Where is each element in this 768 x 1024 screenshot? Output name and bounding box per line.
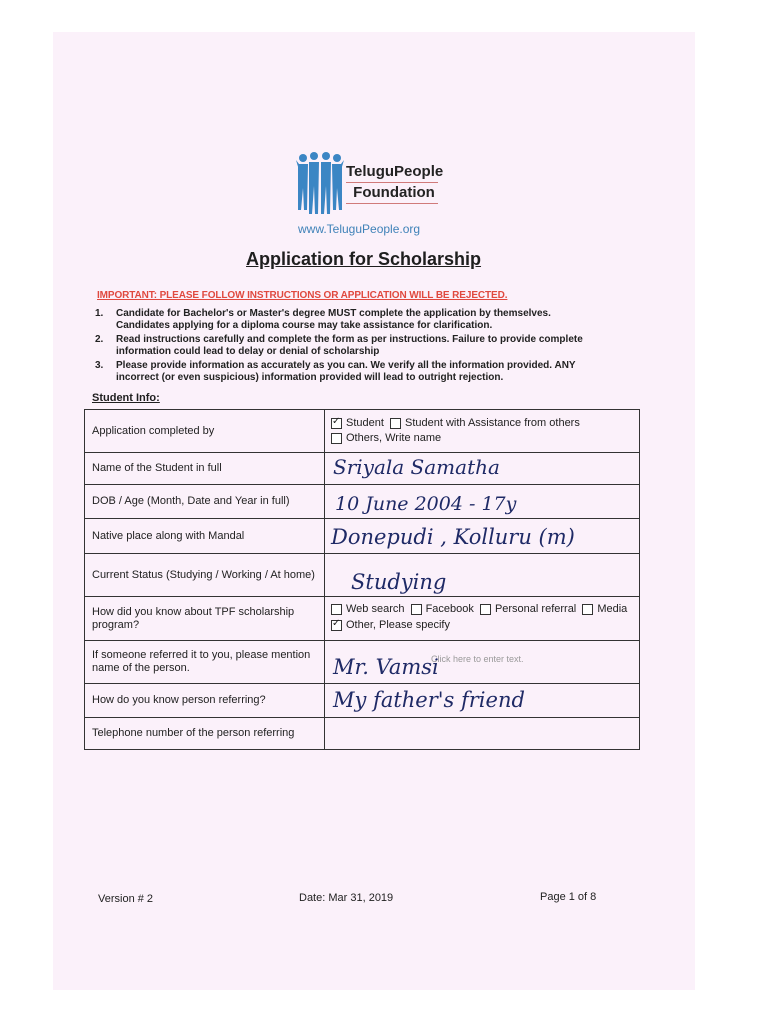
handwritten-status: Studying: [351, 570, 447, 594]
status-field[interactable]: [325, 554, 640, 597]
table-row: [85, 453, 640, 485]
checkbox-icon: [390, 418, 401, 429]
logo-divider: [346, 203, 438, 204]
table-row: [85, 410, 640, 453]
table-row: [85, 718, 640, 750]
instruction-number: 1.: [95, 308, 104, 319]
people-logo-icon: [296, 150, 344, 216]
checked-box-icon: [331, 620, 342, 631]
version-label: Version # 2: [98, 893, 154, 905]
source-options: [325, 597, 640, 641]
table-row: [85, 485, 640, 519]
checkbox-icon: [331, 604, 342, 615]
student-info-table: [84, 409, 640, 750]
instruction-number: 3.: [95, 360, 104, 371]
checked-box-icon: [331, 418, 342, 429]
website-url: www.TeluguPeople.org: [298, 222, 421, 236]
checkbox-icon: [331, 433, 342, 444]
instruction-item: [95, 308, 635, 332]
field-label: How do you know person referring?: [85, 684, 325, 718]
instruction-text: information could lead to delay or denial of scholarship: [116, 346, 380, 357]
checkbox-icon: [582, 604, 593, 615]
instruction-text: Candidates applying for a diploma course may take assistance for clarification.: [116, 320, 493, 331]
checkbox-icon: [480, 604, 491, 615]
field-placeholder: Click here to enter text.: [431, 654, 524, 664]
assisted-checkbox[interactable]: Student with Assistance from others: [390, 417, 580, 429]
instruction-item: [95, 334, 635, 358]
phone-field[interactable]: [325, 718, 640, 750]
logo-name-line2: Foundation: [353, 184, 435, 201]
dob-field[interactable]: [325, 485, 640, 519]
table-row: [85, 554, 640, 597]
name-field[interactable]: [325, 453, 640, 485]
media-checkbox[interactable]: Media: [582, 603, 627, 615]
instruction-text: Read instructions carefully and complete the form as per instructions. Failure to provide complete: [116, 334, 583, 345]
table-row: [85, 519, 640, 554]
handwritten-relation: My father's friend: [333, 688, 525, 712]
foundation-logo: [296, 150, 446, 220]
page-title: Application for Scholarship: [246, 249, 482, 269]
field-label: Name of the Student in full: [85, 453, 325, 485]
field-label: Application completed by: [85, 410, 325, 453]
field-label: How did you know about TPF scholarship program?: [85, 597, 325, 641]
instruction-number: 2.: [95, 334, 104, 345]
others-checkbox[interactable]: Others, Write name: [331, 432, 441, 444]
instruction-text: Candidate for Bachelor's or Master's degree MUST complete the application by themselves.: [116, 308, 551, 319]
field-label: If someone referred it to you, please mention name of the person.: [85, 641, 325, 684]
native-place-field[interactable]: [325, 519, 640, 554]
handwritten-referrer: Mr. Vamsi: [333, 655, 439, 679]
logo-divider: [346, 182, 438, 183]
handwritten-dob: 10 June 2004 - 17y: [335, 493, 517, 515]
table-row: [85, 597, 640, 641]
table-row: [85, 641, 640, 684]
table-row: [85, 684, 640, 718]
handwritten-name: Sriyala Samatha: [333, 455, 500, 479]
logo-name-line1: TeluguPeople: [346, 163, 444, 180]
field-label: Native place along with Mandal: [85, 519, 325, 554]
field-label: Telephone number of the person referring: [85, 718, 325, 750]
page-number: Page 1 of 8: [540, 891, 597, 903]
instruction-text: incorrect (or even suspicious) information provided will lead to outright rejection.: [116, 372, 504, 383]
web-search-checkbox[interactable]: Web search: [331, 603, 405, 615]
completed-by-options: [325, 410, 640, 453]
referral-checkbox[interactable]: Personal referral: [480, 603, 576, 615]
student-checkbox[interactable]: ✓ Student: [331, 417, 384, 429]
important-notice: IMPORTANT: PLEASE FOLLOW INSTRUCTIONS OR APPLICATION WILL BE REJECTED.: [97, 290, 508, 301]
other-checkbox[interactable]: ✓ Other, Please specify: [331, 619, 450, 631]
instruction-item: [95, 360, 635, 384]
facebook-checkbox[interactable]: Facebook: [411, 603, 474, 615]
section-heading: Student Info:: [92, 392, 160, 404]
relation-field[interactable]: [325, 684, 640, 718]
checkbox-icon: [411, 604, 422, 615]
instruction-text: Please provide information as accurately as you can. We verify all the information provided. ANY: [116, 360, 576, 371]
handwritten-native-place: Donepudi , Kolluru (m): [331, 525, 575, 549]
date-label: Date: Mar 31, 2019: [299, 892, 394, 904]
referrer-field[interactable]: [325, 641, 640, 684]
field-label: DOB / Age (Month, Date and Year in full): [85, 485, 325, 519]
field-label: Current Status (Studying / Working / At home): [85, 554, 325, 597]
